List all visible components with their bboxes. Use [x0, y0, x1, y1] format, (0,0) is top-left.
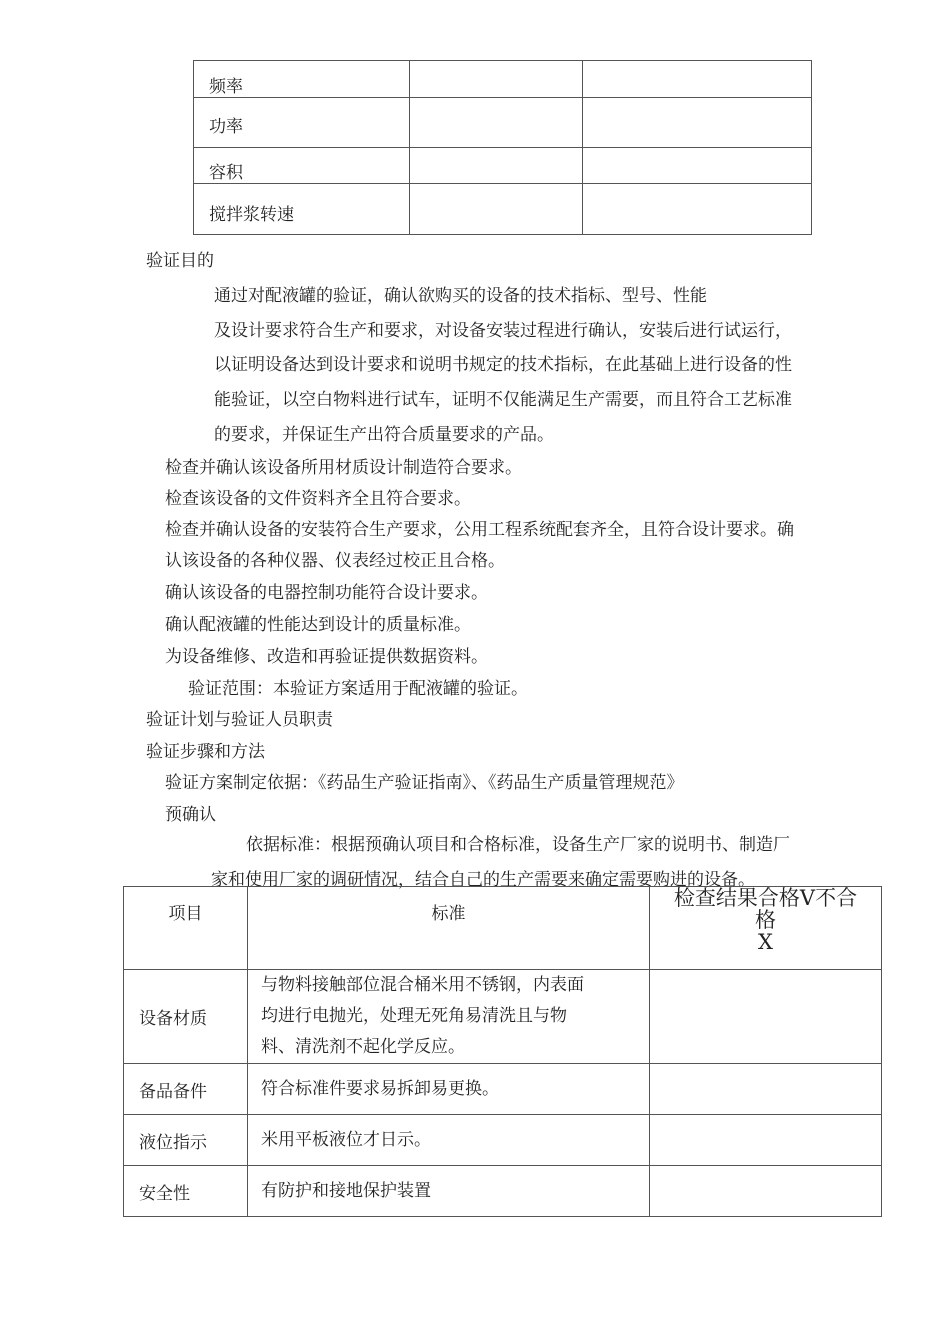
- purpose-line: 及设计要求符合生产和要求，对设备安装过程进行确认，安装后进行试运行，: [214, 321, 792, 341]
- purpose-line: 通过对配液罐的验证，确认欲购买的设备的技术指标、型号、性能: [214, 286, 707, 306]
- header-result: [650, 887, 882, 970]
- check-item: 备品备件: [124, 1064, 248, 1115]
- spec-label: 搅拌浆转速: [194, 184, 410, 235]
- spec-cell: [410, 98, 583, 148]
- spec-cell: [583, 98, 812, 148]
- spec-label: 频率: [194, 61, 410, 98]
- standard-line: 米用平板液位才日示。: [261, 1129, 431, 1150]
- spec-table: [193, 60, 812, 235]
- item-line: 为设备维修、改造和再验证提供数据资料。: [165, 647, 488, 667]
- check-standard: [248, 1115, 650, 1166]
- check-result-cell: [650, 1064, 882, 1115]
- check-table: [123, 886, 882, 1217]
- section-steps-heading: 验证步骤和方法: [146, 742, 265, 762]
- spec-row-volume: [194, 148, 812, 184]
- header-result-line2: 格: [755, 908, 776, 932]
- item-line: 检查并确认该设备所用材质设计制造符合要求。: [165, 458, 522, 478]
- spec-row-frequency: [194, 61, 812, 98]
- standard-line: 有防护和接地保护装置: [261, 1180, 431, 1201]
- check-header-row: [124, 887, 882, 970]
- precheck-line: 家和使用厂家的调研情况，结合自己的生产需要来确定需要购进的设备。: [211, 870, 755, 890]
- check-row: [124, 1166, 882, 1217]
- check-result-cell: [650, 970, 882, 1064]
- spec-cell: [583, 61, 812, 98]
- spec-cell: [583, 148, 812, 184]
- item-line: 确认该设备的电器控制功能符合设计要求。: [165, 583, 488, 603]
- spec-label: 容积: [194, 148, 410, 184]
- header-standard: 标准: [248, 887, 650, 970]
- basis-line: 验证方案制定依据：《药品生产验证指南》、《药品生产质量管理规范》: [165, 773, 684, 793]
- header-result-line1: 检查结果合格V不合: [673, 886, 858, 910]
- check-item: 设备材质: [124, 970, 248, 1064]
- check-row: [124, 1064, 882, 1115]
- section-purpose-heading: 验证目的: [146, 251, 214, 271]
- check-row: [124, 970, 882, 1064]
- check-result-cell: [650, 1115, 882, 1166]
- purpose-line: 以证明设备达到设计要求和说明书规定的技术指标，在此基础上进行设备的性: [214, 355, 792, 375]
- item-line: 确认配液罐的性能达到设计的质量标准。: [165, 615, 471, 635]
- check-item: 安全性: [124, 1166, 248, 1217]
- spec-cell: [583, 184, 812, 235]
- section-plan-heading: 验证计划与验证人员职责: [146, 710, 333, 730]
- header-result-line3: X: [758, 930, 773, 954]
- scope-line: 验证范围：本验证方案适用于配液罐的验证。: [188, 679, 528, 699]
- check-standard: [248, 1166, 650, 1217]
- spec-cell: [410, 61, 583, 98]
- check-standard: [248, 1064, 650, 1115]
- standard-line: 均进行电抛光，处理无死角易清洗且与物: [261, 1006, 567, 1026]
- spec-row-power: [194, 98, 812, 148]
- spec-cell: [410, 148, 583, 184]
- check-result-cell: [650, 1166, 882, 1217]
- standard-line: 与物料接触部位混合桶米用不锈钢，内表面: [261, 975, 584, 995]
- purpose-line: 的要求，并保证生产出符合质量要求的产品。: [214, 425, 554, 445]
- precheck-heading: 预确认: [165, 805, 216, 825]
- spec-label: 功率: [194, 98, 410, 148]
- spec-row-speed: [194, 184, 812, 235]
- check-item: 液位指示: [124, 1115, 248, 1166]
- item-line: 检查并确认设备的安装符合生产要求，公用工程系统配套齐全，且符合设计要求。确: [165, 520, 794, 540]
- precheck-line: 依据标准：根据预确认项目和合格标准，设备生产厂家的说明书、制造厂: [246, 835, 790, 855]
- standard-line: 符合标准件要求易拆卸易更换。: [261, 1078, 499, 1099]
- standard-line: 料、清洗剂不起化学反应。: [261, 1037, 465, 1057]
- item-line: 检查该设备的文件资料齐全且符合要求。: [165, 489, 471, 509]
- item-line: 认该设备的各种仪器、仪表经过校正且合格。: [165, 551, 505, 571]
- purpose-line: 能验证，以空白物料进行试车，证明不仅能满足生产需要，而且符合工艺标准: [214, 390, 792, 410]
- spec-cell: [410, 184, 583, 235]
- header-item: 项目: [124, 887, 248, 970]
- check-standard: [248, 970, 650, 1064]
- check-row: [124, 1115, 882, 1166]
